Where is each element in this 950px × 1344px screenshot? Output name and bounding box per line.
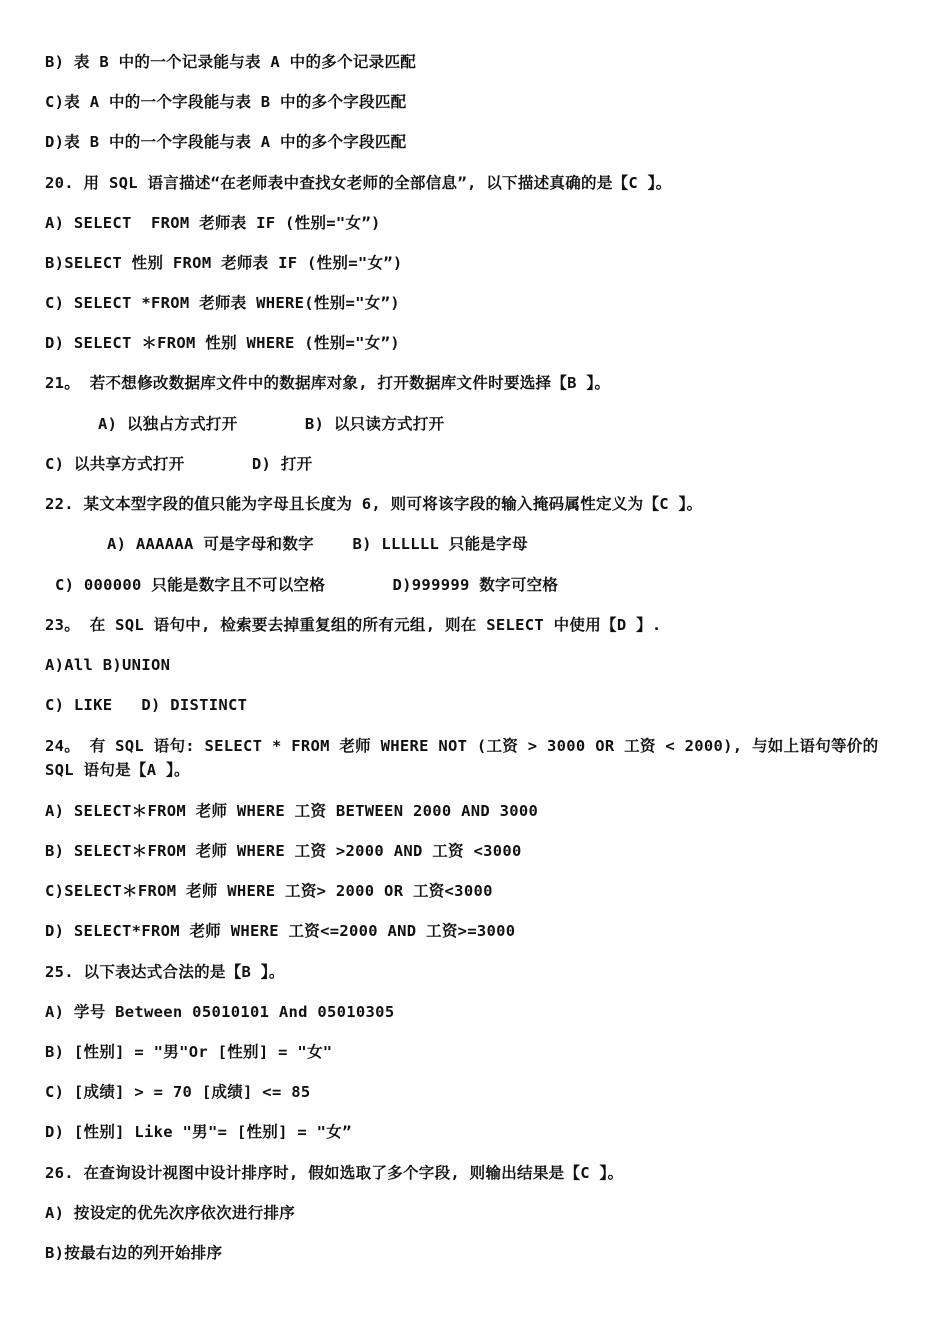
- text-line-option-c-field-match: C)表 A 中的一个字段能与表 B 中的多个字段匹配: [45, 93, 407, 111]
- question-24-option-a: A) SELECT＊FROM 老师 WHERE 工资 BETWEEN 2000 AND 3000: [45, 802, 539, 820]
- question-20-option-b: B)SELECT 性别 FROM 老师表 IF (性别="女”): [45, 254, 403, 272]
- question-23-options-c-d: C) LIKE D) DISTINCT: [45, 696, 248, 714]
- question-25-option-b: B) [性别] = "男"Or [性别] = "女": [45, 1043, 333, 1061]
- question-24: 24。 有 SQL 语句: SELECT * FROM 老师 WHERE NOT (工资 > 3000 OR 工资 < 2000), 与如上语句等价的 SQL 语句是【A 】。: [45, 737, 879, 779]
- question-21: 21。 若不想修改数据库文件中的数据库对象, 打开数据库文件时要选择【B 】。: [45, 374, 611, 392]
- question-22: 22. 某文本型字段的值只能为字母且长度为 6, 则可将该字段的输入掩码属性定义为【C 】。: [45, 495, 703, 513]
- question-20-option-a: A) SELECT FROM 老师表 IF (性别="女”): [45, 214, 381, 232]
- text-line-option-d-field-match: D)表 B 中的一个字段能与表 A 中的多个字段匹配: [45, 133, 407, 151]
- question-24-option-d: D) SELECT*FROM 老师 WHERE 工资<=2000 AND 工资>=3000: [45, 922, 516, 940]
- question-20-option-d: D) SELECT ＊FROM 性别 WHERE (性别="女”): [45, 334, 400, 352]
- question-22-options-a-b: A) AAAAAA 可是字母和数字 B) LLLLLL 只能是字母: [107, 535, 528, 553]
- question-23-options-a-b: A)All B)UNION: [45, 656, 171, 674]
- question-26: 26. 在查询设计视图中设计排序时, 假如选取了多个字段, 则输出结果是【C 】。: [45, 1164, 624, 1182]
- question-24-option-c: C)SELECT＊FROM 老师 WHERE 工资> 2000 OR 工资<3000: [45, 882, 493, 900]
- text-line-option-b-record-match: B) 表 B 中的一个记录能与表 A 中的多个记录匹配: [45, 53, 417, 71]
- question-22-options-c-d: C) 000000 只能是数字且不可以空格 D)999999 数字可空格: [55, 576, 559, 594]
- question-26-option-a: A) 按设定的优先次序依次进行排序: [45, 1204, 296, 1222]
- question-21-options-c-d: C) 以共享方式打开 D) 打开: [45, 455, 313, 473]
- question-20: 20. 用 SQL 语言描述“在老师表中查找女老师的全部信息”, 以下描述真确的是【C 】。: [45, 174, 672, 192]
- question-24-option-b: B) SELECT＊FROM 老师 WHERE 工资 >2000 AND 工资 <3000: [45, 842, 522, 860]
- question-23: 23。 在 SQL 语句中, 检索要去掉重复组的所有元组, 则在 SELECT 中使用【D 】.: [45, 616, 662, 634]
- question-25-option-a: A) 学号 Between 05010101 And 05010305: [45, 1003, 395, 1021]
- question-20-option-c: C) SELECT *FROM 老师表 WHERE(性别="女”): [45, 294, 400, 312]
- question-25-option-c: C) [成绩] > = 70 [成绩] <= 85: [45, 1083, 311, 1101]
- question-25: 25. 以下表达式合法的是【B 】。: [45, 963, 285, 981]
- question-21-options-a-b: A) 以独占方式打开 B) 以只读方式打开: [98, 415, 445, 433]
- question-25-option-d: D) [性别] Like "男"= [性别] = "女”: [45, 1123, 352, 1141]
- question-26-option-b: B)按最右边的列开始排序: [45, 1244, 223, 1262]
